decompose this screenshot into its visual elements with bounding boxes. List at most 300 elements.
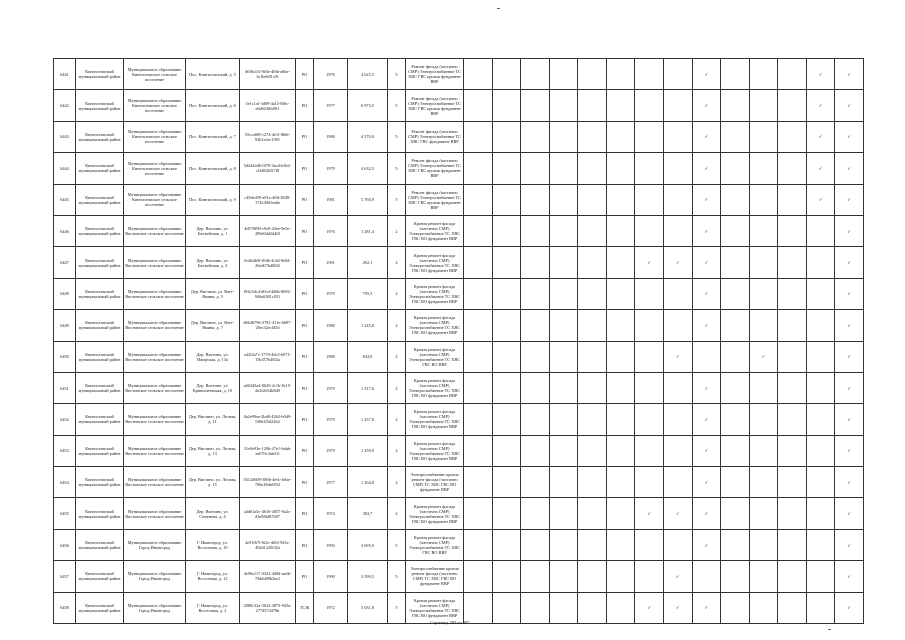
cell-guid: d0f0a11f-0f0a-4f6b-a6be-1e1be681c01 bbox=[240, 59, 296, 90]
cell-empty bbox=[464, 404, 493, 435]
cell-empty bbox=[778, 215, 807, 246]
table-row bbox=[54, 404, 864, 435]
cell-floors: 5 bbox=[388, 529, 406, 560]
check-mark-icon: ✓ bbox=[835, 278, 864, 309]
cell-district: Кингисеппский муниципальный район bbox=[76, 404, 124, 435]
cell-works: Ремонт фасада (частично СМР) Электроснабжение ТС ХВС ГВС кровля фундамент ВВР bbox=[406, 90, 464, 121]
cell-empty bbox=[663, 310, 692, 341]
cell-guid: 3e1c1af-3d09-4a15-8f6c-e6d6240fd9f1 bbox=[240, 90, 296, 121]
cell-floors: 5 bbox=[388, 184, 406, 215]
cell-works: Кровля ремонт фасада (частично СМР) Электроснабжение ТС ХВС ГВС ВО ВВР bbox=[406, 529, 464, 560]
cell-settlement: Муниципальное образование Вистинское сельское поселение bbox=[124, 404, 186, 435]
cell-empty bbox=[721, 341, 750, 372]
cell-address: Дер. Вистино, ул. Ватт-Ямина, д. 5 bbox=[186, 278, 240, 309]
cell-empty bbox=[578, 184, 607, 215]
cell-empty bbox=[721, 435, 750, 466]
cell-empty bbox=[749, 153, 778, 184]
cell-num: 6451 bbox=[54, 372, 76, 403]
check-mark-icon: ✓ bbox=[692, 529, 721, 560]
cell-empty bbox=[721, 592, 750, 623]
cell-district: Кингисеппский муниципальный район bbox=[76, 310, 124, 341]
cell-empty bbox=[635, 404, 664, 435]
cell-empty bbox=[635, 184, 664, 215]
cell-floors: 5 bbox=[388, 59, 406, 90]
table-row bbox=[54, 561, 864, 592]
check-mark-icon: ✓ bbox=[835, 59, 864, 90]
cell-empty bbox=[521, 372, 550, 403]
cell-empty bbox=[663, 435, 692, 466]
cell-type: ТСЖ bbox=[296, 592, 314, 623]
cell-floors: 5 bbox=[388, 121, 406, 152]
cell-empty bbox=[749, 215, 778, 246]
cell-type: РО bbox=[296, 561, 314, 592]
cell-address: Г. Ивангород, ул. Восточная, д. 10 bbox=[186, 529, 240, 560]
cell-empty bbox=[635, 310, 664, 341]
cell-empty bbox=[521, 341, 550, 372]
cell-settlement: Муниципальное образование Вистинское сельское поселение bbox=[124, 278, 186, 309]
cell-empty bbox=[692, 561, 721, 592]
cell-area: 383,7 bbox=[348, 498, 388, 529]
check-mark-icon: ✓ bbox=[692, 215, 721, 246]
cell-empty bbox=[778, 341, 807, 372]
cell-empty bbox=[492, 404, 521, 435]
cell-empty bbox=[721, 247, 750, 278]
cell-floors: 5 bbox=[388, 561, 406, 592]
check-mark-icon: ✓ bbox=[692, 121, 721, 152]
cell-empty bbox=[521, 121, 550, 152]
cell-empty bbox=[521, 153, 550, 184]
cell-empty bbox=[663, 153, 692, 184]
cell-empty bbox=[492, 310, 521, 341]
cell-type: РО bbox=[296, 184, 314, 215]
cell-empty bbox=[549, 121, 578, 152]
cell-empty bbox=[721, 467, 750, 498]
cell-empty bbox=[749, 310, 778, 341]
cell-num: 6458 bbox=[54, 592, 76, 623]
cell-district: Кингисеппский муниципальный район bbox=[76, 59, 124, 90]
cell-empty bbox=[749, 278, 778, 309]
cell-guid: 0312d609-380b-4e6c-b0ae-706a18da6932 bbox=[240, 467, 296, 498]
cell-works: Ремонт фасада (частично СМР) Электроснабжение ТС ХВС ГВС кровля фундамент ВВР bbox=[406, 153, 464, 184]
cell-empty bbox=[749, 592, 778, 623]
cell-year: 1979 bbox=[314, 435, 348, 466]
cell-address: Дер. Вистино, ул. Ватт-Ямина, д. 7 bbox=[186, 310, 240, 341]
cell-empty bbox=[464, 467, 493, 498]
cell-empty bbox=[721, 90, 750, 121]
cell-empty bbox=[492, 153, 521, 184]
cell-empty bbox=[606, 592, 635, 623]
cell-empty bbox=[606, 184, 635, 215]
cell-area: 4 570,0 bbox=[348, 121, 388, 152]
cell-num: 6449 bbox=[54, 310, 76, 341]
cell-empty bbox=[464, 247, 493, 278]
check-mark-icon: ✓ bbox=[635, 498, 664, 529]
cell-empty bbox=[464, 184, 493, 215]
cell-empty bbox=[663, 59, 692, 90]
cell-empty bbox=[492, 184, 521, 215]
check-mark-icon: ✓ bbox=[835, 341, 864, 372]
cell-year: 1977 bbox=[314, 467, 348, 498]
cell-empty bbox=[778, 59, 807, 90]
cell-empty bbox=[549, 341, 578, 372]
cell-district: Кингисеппский муниципальный район bbox=[76, 372, 124, 403]
cell-settlement: Муниципальное образование Вистинское сельское поселение bbox=[124, 341, 186, 372]
cell-year: 1991 bbox=[314, 247, 348, 278]
cell-empty bbox=[663, 278, 692, 309]
cell-address: Дер. Вистино, ул. Лесная, д. 15 bbox=[186, 467, 240, 498]
cell-works: Ремонт фасада (частично СМР) Электроснабжение ТС ХВС ГВС фундамент ВВР bbox=[406, 121, 464, 152]
cell-type: РО bbox=[296, 247, 314, 278]
cell-empty bbox=[549, 529, 578, 560]
check-mark-icon: ✓ bbox=[663, 247, 692, 278]
table-row bbox=[54, 341, 864, 372]
cell-num: 6448 bbox=[54, 278, 76, 309]
cell-empty bbox=[578, 215, 607, 246]
cell-empty bbox=[721, 184, 750, 215]
check-mark-icon: ✓ bbox=[806, 59, 835, 90]
cell-type: РО bbox=[296, 90, 314, 121]
check-mark-icon: ✓ bbox=[692, 435, 721, 466]
cell-empty bbox=[663, 184, 692, 215]
cell-district: Кингисеппский муниципальный район bbox=[76, 341, 124, 372]
cell-empty bbox=[578, 278, 607, 309]
cell-empty bbox=[635, 561, 664, 592]
check-mark-icon: ✓ bbox=[663, 592, 692, 623]
cell-address: Дер. Вистино, ул. Лесная, д. 11 bbox=[186, 404, 240, 435]
check-mark-icon: ✓ bbox=[692, 372, 721, 403]
cell-empty bbox=[578, 435, 607, 466]
cell-empty bbox=[663, 372, 692, 403]
cell-empty bbox=[549, 404, 578, 435]
table-row bbox=[54, 153, 864, 184]
cell-year: 1993 bbox=[314, 529, 348, 560]
cell-area: 1 317,6 bbox=[348, 372, 388, 403]
cell-empty bbox=[806, 247, 835, 278]
cell-year: 1979 bbox=[314, 153, 348, 184]
cell-empty bbox=[806, 498, 835, 529]
cell-district: Кингисеппский муниципальный район bbox=[76, 247, 124, 278]
cell-settlement: Муниципальное образование Вистинское сельское поселение bbox=[124, 215, 186, 246]
check-mark-icon: ✓ bbox=[835, 529, 864, 560]
cell-empty bbox=[721, 121, 750, 152]
cell-num: 6442 bbox=[54, 90, 76, 121]
check-mark-icon: ✓ bbox=[835, 561, 864, 592]
cell-empty bbox=[635, 215, 664, 246]
cell-num: 6456 bbox=[54, 529, 76, 560]
scan-mark bbox=[828, 629, 831, 630]
cell-area: 1 281,4 bbox=[348, 215, 388, 246]
cell-empty bbox=[663, 404, 692, 435]
check-mark-icon: ✓ bbox=[835, 153, 864, 184]
cell-num: 6457 bbox=[54, 561, 76, 592]
cell-num: 6445 bbox=[54, 184, 76, 215]
cell-settlement: Муниципальное образование Вистинское сельское поселение bbox=[124, 310, 186, 341]
cell-year: 1977 bbox=[314, 90, 348, 121]
cell-empty bbox=[492, 247, 521, 278]
table-row bbox=[54, 90, 864, 121]
check-mark-icon: ✓ bbox=[692, 247, 721, 278]
cell-empty bbox=[806, 529, 835, 560]
cell-area: 3 031,8 bbox=[348, 592, 388, 623]
check-mark-icon: ✓ bbox=[835, 247, 864, 278]
cell-empty bbox=[721, 215, 750, 246]
cell-empty bbox=[549, 90, 578, 121]
cell-type: РО bbox=[296, 278, 314, 309]
cell-empty bbox=[492, 435, 521, 466]
cell-empty bbox=[549, 467, 578, 498]
cell-empty bbox=[778, 278, 807, 309]
cell-year: 1979 bbox=[314, 278, 348, 309]
cell-empty bbox=[778, 153, 807, 184]
cell-empty bbox=[606, 498, 635, 529]
cell-empty bbox=[749, 435, 778, 466]
cell-empty bbox=[492, 372, 521, 403]
cell-empty bbox=[635, 467, 664, 498]
cell-empty bbox=[464, 372, 493, 403]
check-mark-icon: ✓ bbox=[692, 278, 721, 309]
cell-empty bbox=[778, 404, 807, 435]
table-body bbox=[54, 59, 864, 624]
cell-works: Кровля ремонт фасада (частично СМР) Электроснабжение ТС ХВС ГВС ВО фундамент ВВР bbox=[406, 247, 464, 278]
cell-settlement: Муниципальное образование Кингисеппское сельское поселение bbox=[124, 121, 186, 152]
cell-empty bbox=[749, 121, 778, 152]
cell-empty bbox=[721, 498, 750, 529]
cell-empty bbox=[778, 561, 807, 592]
cell-guid: f94c5dc4-d0cd-4d6b-8692-946a6381c031 bbox=[240, 278, 296, 309]
cell-year: 1986 bbox=[314, 121, 348, 152]
cell-empty bbox=[606, 372, 635, 403]
cell-settlement: Муниципальное образование Кингисеппское сельское поселение bbox=[124, 59, 186, 90]
cell-district: Кингисеппский муниципальный район bbox=[76, 278, 124, 309]
cell-year: 1979 bbox=[314, 372, 348, 403]
cell-area: 1 257,8 bbox=[348, 404, 388, 435]
cell-works: Кровля ремонт фасада (частично СМР) Электроснабжение ТС ХВС ГВС ВО фундамент ВВР bbox=[406, 498, 464, 529]
cell-empty bbox=[806, 372, 835, 403]
cell-empty bbox=[549, 215, 578, 246]
check-mark-icon: ✓ bbox=[635, 592, 664, 623]
check-mark-icon: ✓ bbox=[835, 310, 864, 341]
cell-empty bbox=[492, 121, 521, 152]
cell-works: Кровля ремонт фасада (частично СМР) Электроснабжение ТС ХВС ГВС ВО фундамент ВВР bbox=[406, 404, 464, 435]
cell-empty bbox=[492, 59, 521, 90]
cell-empty bbox=[749, 247, 778, 278]
check-mark-icon: ✓ bbox=[835, 215, 864, 246]
cell-empty bbox=[692, 341, 721, 372]
check-mark-icon: ✓ bbox=[835, 592, 864, 623]
cell-works: Кровля ремонт фасада (частично СМР) Электроснабжение ТС ХВС ГВС ВО ВВР bbox=[406, 341, 464, 372]
cell-empty bbox=[606, 215, 635, 246]
cell-empty bbox=[721, 278, 750, 309]
table-row bbox=[54, 184, 864, 215]
cell-empty bbox=[578, 498, 607, 529]
cell-empty bbox=[721, 561, 750, 592]
cell-empty bbox=[606, 310, 635, 341]
cell-works: Кровля ремонт фасада (частично СМР) Электроснабжение ТС ХВС ГВС ВО фундамент ВВР bbox=[406, 592, 464, 623]
cell-empty bbox=[749, 561, 778, 592]
cell-district: Кингисеппский муниципальный район bbox=[76, 153, 124, 184]
table-row bbox=[54, 592, 864, 623]
cell-empty bbox=[635, 435, 664, 466]
cell-empty bbox=[806, 310, 835, 341]
cell-empty bbox=[663, 467, 692, 498]
cell-empty bbox=[492, 498, 521, 529]
housing-register-table bbox=[53, 58, 864, 624]
cell-address: Пос. Кингисеппский, д. 5 bbox=[186, 59, 240, 90]
cell-guid: 4e91f67f-6f2c-40f2-943c-494d1220f32a bbox=[240, 529, 296, 560]
cell-empty bbox=[578, 59, 607, 90]
cell-district: Кингисеппский муниципальный район bbox=[76, 90, 124, 121]
check-mark-icon: ✓ bbox=[835, 184, 864, 215]
cell-empty bbox=[806, 467, 835, 498]
cell-empty bbox=[521, 467, 550, 498]
cell-floors: 5 bbox=[388, 153, 406, 184]
cell-empty bbox=[606, 529, 635, 560]
cell-floors: 2 bbox=[388, 278, 406, 309]
cell-settlement: Муниципальное образование Вистинское сельское поселение bbox=[124, 247, 186, 278]
cell-empty bbox=[464, 498, 493, 529]
cell-type: РО bbox=[296, 435, 314, 466]
cell-empty bbox=[492, 592, 521, 623]
cell-empty bbox=[778, 498, 807, 529]
cell-empty bbox=[521, 215, 550, 246]
cell-empty bbox=[778, 247, 807, 278]
cell-area: 1 264,8 bbox=[348, 467, 388, 498]
check-mark-icon: ✓ bbox=[692, 404, 721, 435]
cell-address: Дер. Вистино, ул. Ижорская, д. 13а bbox=[186, 341, 240, 372]
table-row bbox=[54, 310, 864, 341]
check-mark-icon: ✓ bbox=[835, 435, 864, 466]
cell-type: РО bbox=[296, 404, 314, 435]
cell-num: 6452 bbox=[54, 404, 76, 435]
cell-empty bbox=[635, 121, 664, 152]
cell-empty bbox=[549, 498, 578, 529]
cell-empty bbox=[721, 153, 750, 184]
cell-empty bbox=[578, 121, 607, 152]
cell-empty bbox=[635, 59, 664, 90]
cell-guid: 31e0e93e-120b-47e1-bdab-ea070c3ab41f bbox=[240, 435, 296, 466]
cell-num: 6454 bbox=[54, 467, 76, 498]
cell-type: РО bbox=[296, 153, 314, 184]
cell-guid: d6646796-3781-411e-b687-28ec32ecfd5d bbox=[240, 310, 296, 341]
cell-area: 3 599,5 bbox=[348, 561, 388, 592]
cell-area: 844,9 bbox=[348, 341, 388, 372]
cell-address: Г. Ивангород, ул. Восточная, д. 2 bbox=[186, 592, 240, 623]
cell-address: Дер. Вистино, ул. Балтийская, д. 1 bbox=[186, 215, 240, 246]
cell-empty bbox=[578, 341, 607, 372]
cell-empty bbox=[749, 372, 778, 403]
cell-empty bbox=[521, 278, 550, 309]
cell-empty bbox=[521, 592, 550, 623]
cell-empty bbox=[492, 467, 521, 498]
cell-empty bbox=[778, 592, 807, 623]
cell-num: 6455 bbox=[54, 498, 76, 529]
cell-empty bbox=[635, 372, 664, 403]
table-row bbox=[54, 498, 864, 529]
cell-empty bbox=[464, 278, 493, 309]
cell-floors: 5 bbox=[388, 592, 406, 623]
cell-empty bbox=[578, 404, 607, 435]
cell-area: 5 760,9 bbox=[348, 184, 388, 215]
cell-works: Кровля ремонт фасада (частично СМР) Электроснабжение ТС ХВС ГВС ВО фундамент ВВР bbox=[406, 435, 464, 466]
cell-empty bbox=[521, 404, 550, 435]
cell-empty bbox=[721, 404, 750, 435]
cell-empty bbox=[578, 310, 607, 341]
cell-district: Кингисеппский муниципальный район bbox=[76, 215, 124, 246]
cell-empty bbox=[806, 215, 835, 246]
cell-empty bbox=[778, 467, 807, 498]
cell-guid: 0cd6db9f-f0db-4c3d-9e0d-20ed07bd0f02 bbox=[240, 247, 296, 278]
cell-works: Кровля ремонт фасада (частично СМР) Электроснабжение ТС ХВС ГВС ВО фундамент ВВР bbox=[406, 310, 464, 341]
cell-empty bbox=[492, 215, 521, 246]
cell-guid: a42f2a7c-1770-4dc5-b971-15b357b40f2a bbox=[240, 341, 296, 372]
cell-floors: 2 bbox=[388, 435, 406, 466]
cell-type: РО bbox=[296, 341, 314, 372]
cell-year: 1974 bbox=[314, 498, 348, 529]
cell-settlement: Муниципальное образование Вистинское сельское поселение bbox=[124, 372, 186, 403]
cell-empty bbox=[578, 90, 607, 121]
cell-empty bbox=[521, 184, 550, 215]
cell-address: Пос. Кингисеппский, д. 9 bbox=[186, 184, 240, 215]
cell-empty bbox=[778, 90, 807, 121]
cell-empty bbox=[578, 153, 607, 184]
cell-guid: a463d5a4-8620-4c1b-8c15-de2f2e54b8d0 bbox=[240, 372, 296, 403]
cell-empty bbox=[464, 341, 493, 372]
cell-type: РО bbox=[296, 529, 314, 560]
cell-empty bbox=[806, 592, 835, 623]
scan-mark bbox=[497, 8, 500, 9]
table-row bbox=[54, 59, 864, 90]
check-mark-icon: ✓ bbox=[835, 498, 864, 529]
cell-floors: 5 bbox=[388, 90, 406, 121]
cell-empty bbox=[806, 435, 835, 466]
cell-empty bbox=[549, 184, 578, 215]
cell-empty bbox=[521, 59, 550, 90]
cell-area: 3 695,9 bbox=[348, 529, 388, 560]
cell-guid: 2880c32a-3632-4873-945a-2774574476b bbox=[240, 592, 296, 623]
cell-settlement: Муниципальное образование Вистинское сельское поселение bbox=[124, 435, 186, 466]
cell-empty bbox=[778, 529, 807, 560]
cell-empty bbox=[464, 435, 493, 466]
table-row bbox=[54, 467, 864, 498]
cell-settlement: Муниципальное образование Вистинское сельское поселение bbox=[124, 467, 186, 498]
cell-empty bbox=[578, 561, 607, 592]
cell-empty bbox=[606, 278, 635, 309]
cell-settlement: Муниципальное образование Город Ивангород bbox=[124, 529, 186, 560]
cell-empty bbox=[721, 529, 750, 560]
cell-empty bbox=[749, 529, 778, 560]
cell-area: 492,1 bbox=[348, 247, 388, 278]
check-mark-icon: ✓ bbox=[692, 498, 721, 529]
cell-works: Ремонт фасада (частично СМР) Электроснабжение ТС ХВС ГВС кровля фундамент ВВР bbox=[406, 59, 464, 90]
cell-empty bbox=[663, 215, 692, 246]
cell-year: 1976 bbox=[314, 59, 348, 90]
cell-empty bbox=[521, 529, 550, 560]
cell-empty bbox=[806, 404, 835, 435]
cell-year: 1972 bbox=[314, 592, 348, 623]
cell-empty bbox=[521, 561, 550, 592]
cell-empty bbox=[578, 467, 607, 498]
cell-empty bbox=[521, 90, 550, 121]
cell-empty bbox=[492, 90, 521, 121]
cell-empty bbox=[663, 529, 692, 560]
cell-district: Кингисеппский муниципальный район bbox=[76, 592, 124, 623]
check-mark-icon: ✓ bbox=[692, 184, 721, 215]
cell-district: Кингисеппский муниципальный район bbox=[76, 561, 124, 592]
check-mark-icon: ✓ bbox=[749, 341, 778, 372]
cell-empty bbox=[606, 247, 635, 278]
cell-year: 1981 bbox=[314, 184, 348, 215]
cell-empty bbox=[749, 184, 778, 215]
